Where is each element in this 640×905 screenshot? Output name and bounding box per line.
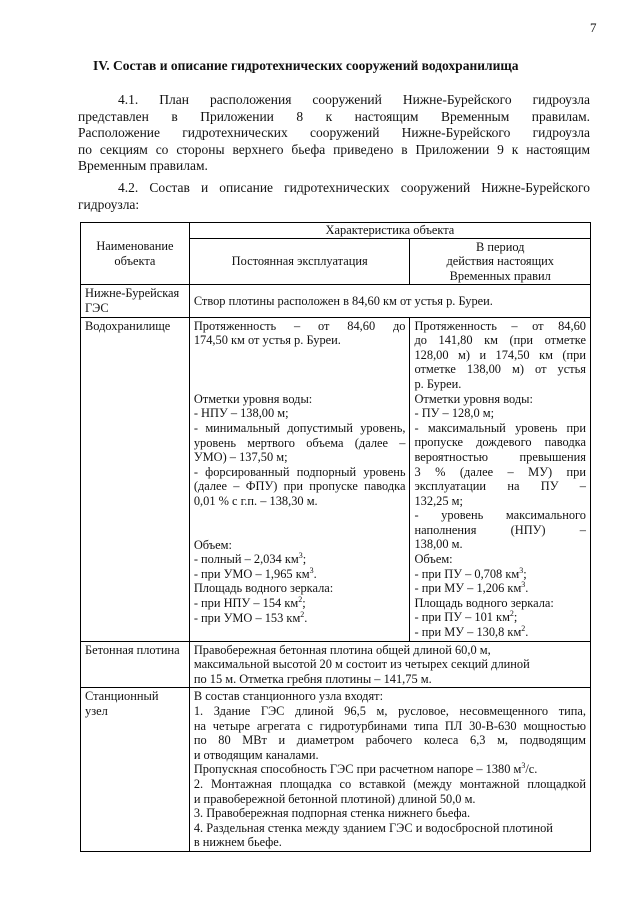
cell-line: в нижнем бьефе. xyxy=(193,835,282,850)
row-name-cell xyxy=(81,641,190,688)
cell-line: 2. Монтажная площадка со вставкой (между монтажной площадкой xyxy=(193,776,586,791)
cell-line: по 15 м. Отметка гребня плотины – 141,75 м. xyxy=(193,671,432,686)
table-header-row xyxy=(81,223,591,239)
paragraph-4-1 xyxy=(78,92,590,175)
cell-line: Объем: xyxy=(193,537,232,552)
cell-line: вероятностью превышения xyxy=(414,449,586,464)
section-title: IV. Состав и описание гидротехнических сооружений водохранилища xyxy=(93,58,519,73)
table-row-dam xyxy=(81,641,591,688)
cell-line: 3 % (далее – МУ) при xyxy=(414,464,586,479)
row-name-line: Нижне-Бурейская xyxy=(85,286,180,301)
row-name-cell xyxy=(81,688,190,852)
header-name-cell xyxy=(81,223,190,285)
cell-line: - при ПУ – 101 $км^2$; xyxy=(414,609,518,625)
cell-line: Протяженность – от 84,60 до xyxy=(193,318,406,333)
cell-line: наполнения (НПУ) – xyxy=(414,522,586,537)
cell-line: - при МУ – 130,8 $км^2$. xyxy=(414,623,529,640)
header-characteristic-cell xyxy=(189,223,590,239)
cell-line: пропуске дождевого паводка xyxy=(414,435,586,450)
cell-line: Отметки уровня воды: xyxy=(414,391,533,406)
header-permanent-text: Постоянная эксплуатация xyxy=(231,254,368,269)
cell-line: Объем: xyxy=(414,552,453,567)
table-row-ges xyxy=(81,285,591,317)
header-period-line: Временных правил xyxy=(449,268,551,283)
cell-line: 4. Раздельная стенка между зданием ГЭС и водосбросной плотиной xyxy=(193,820,553,835)
cell-line: Пропускная способность ГЭС при расчетном напоре – 1380 $м^3/с$. xyxy=(193,761,538,777)
cell-line: - ПУ – 128,0 м; xyxy=(414,406,495,421)
cell-line: Отметки уровня воды: xyxy=(193,391,313,406)
paragraph-line: по секциям со стороны верхнего бьефа приведено в Приложении 9 к настоящим xyxy=(78,141,590,157)
row-ges-description xyxy=(189,285,590,317)
row-name-text: Бетонная плотина xyxy=(85,642,180,657)
page-number: 7 xyxy=(590,20,597,35)
cell-line: и правобережной бетонной плотиной) длиной 50,0 м. xyxy=(193,791,476,806)
paragraph-line: гидроузла: xyxy=(78,196,140,212)
reservoir-permanent-cell xyxy=(189,317,410,641)
row-name-cell xyxy=(81,317,190,641)
cell-line: Протяженность – от 84,60 xyxy=(414,318,586,333)
row-dam-description xyxy=(189,641,590,688)
cell-line: Правобережная бетонная плотина общей длиной 60,0 м, xyxy=(193,642,491,657)
cell-line: Площадь водного зеркала: xyxy=(193,581,334,596)
cell-line: 138,00 м. xyxy=(414,537,463,552)
header-period-line: действия настоящих xyxy=(446,254,555,269)
row-name-text: Водохранилище xyxy=(85,318,171,333)
cell-line: - при УМО – 1,965 $км^3$. xyxy=(193,565,317,581)
table-row-station xyxy=(81,688,591,852)
cell-line: - при ПУ – 0,708 $км^3$; xyxy=(414,565,527,581)
cell-line: 132,25 м; xyxy=(414,493,463,508)
table-row-reservoir xyxy=(81,317,591,641)
cell-line: - НПУ – 138,00 м; xyxy=(193,406,289,421)
cell-line: В состав станционного узла входят: xyxy=(193,689,384,704)
structures-table xyxy=(80,222,591,852)
cell-line: - при УМО – 153 $км^2$. xyxy=(193,609,308,625)
cell-line: - полный – 2,034 $км^3$; xyxy=(193,551,307,567)
cell-line: Площадь водного зеркала: xyxy=(414,595,554,610)
paragraph-4-2 xyxy=(78,180,590,213)
cell-line: р. Буреи. xyxy=(414,376,462,391)
cell-line: 0,01 % с г.п. – 138,30 м. xyxy=(193,493,318,508)
cell-line: - форсированный подпорный уровень xyxy=(193,464,406,479)
header-period-line: В период xyxy=(476,239,525,254)
cell-line: отметке 138,00 м) от устья xyxy=(414,362,586,377)
row-name-line: Станционный xyxy=(85,689,159,704)
cell-line: эксплуатации на ПУ – xyxy=(414,479,586,494)
paragraph-line: 4.2. Состав и описание гидротехнических сооружений Нижне-Бурейского xyxy=(118,180,590,195)
paragraph-line: представлен в Приложении 8 к настоящим Временным правилам. xyxy=(78,108,590,124)
cell-line: максимальной высотой 20 м состоит из четырех секций длиной xyxy=(193,657,530,672)
cell-line: 3. Правобережная подпорная стенка нижнего бьефа. xyxy=(193,806,471,821)
cell-line: - максимальный уровень при xyxy=(414,420,586,435)
row-name-cell xyxy=(81,285,190,317)
header-permanent-cell xyxy=(189,238,410,285)
row-name-line: ГЭС xyxy=(85,300,109,315)
cell-line: - при НПУ – 154 $км^2$; xyxy=(193,594,306,611)
paragraph-line: Расположение гидротехнических сооружений Нижне-Бурейского гидроузла xyxy=(78,125,590,141)
row-ges-text: Створ плотины расположен в 84,60 км от устья р. Буреи. xyxy=(193,293,493,308)
cell-line: по 80 МВт и диаметром рабочего колеса 6,3 м, подводящим xyxy=(193,733,586,748)
cell-line: - при МУ – 1,206 $км^3$. xyxy=(414,580,529,596)
cell-line: УМО) – 137,50 м; xyxy=(193,450,288,465)
paragraph-line: 4.1. План расположения сооружений Нижне-Бурейского гидроузла xyxy=(118,92,590,107)
header-name-text: Наименование объекта xyxy=(96,239,174,268)
paragraph-line: Временным правилам. xyxy=(78,158,208,174)
cell-line: уровень мертвого объема (далее – xyxy=(193,435,406,450)
cell-line: - уровень максимального xyxy=(414,508,586,523)
cell-line: - минимальный допустимый уровень, xyxy=(193,420,406,435)
cell-line: (далее – ФПУ) при пропуске паводка xyxy=(193,479,406,494)
reservoir-period-cell xyxy=(410,317,591,641)
cell-line: 174,50 км от устья р. Буреи. xyxy=(193,333,341,348)
row-name-line: узел xyxy=(85,704,108,718)
cell-line: 1. Здание ГЭС длиной 96,5 м, русловое, несовмещенного типа, xyxy=(193,704,586,718)
row-station-description xyxy=(189,688,590,852)
cell-line: 128,00 м) и 174,50 км (при xyxy=(414,347,586,362)
cell-line: и отводящим каналами. xyxy=(193,747,319,762)
cell-line: до 141,80 км (при отметке xyxy=(414,333,586,348)
header-characteristic-text: Характеристика объекта xyxy=(325,223,455,237)
header-period-cell xyxy=(410,238,591,285)
cell-line: на четыре агрегата с гидротурбинами типа ПЛ 30-В-630 мощностью xyxy=(193,718,586,733)
